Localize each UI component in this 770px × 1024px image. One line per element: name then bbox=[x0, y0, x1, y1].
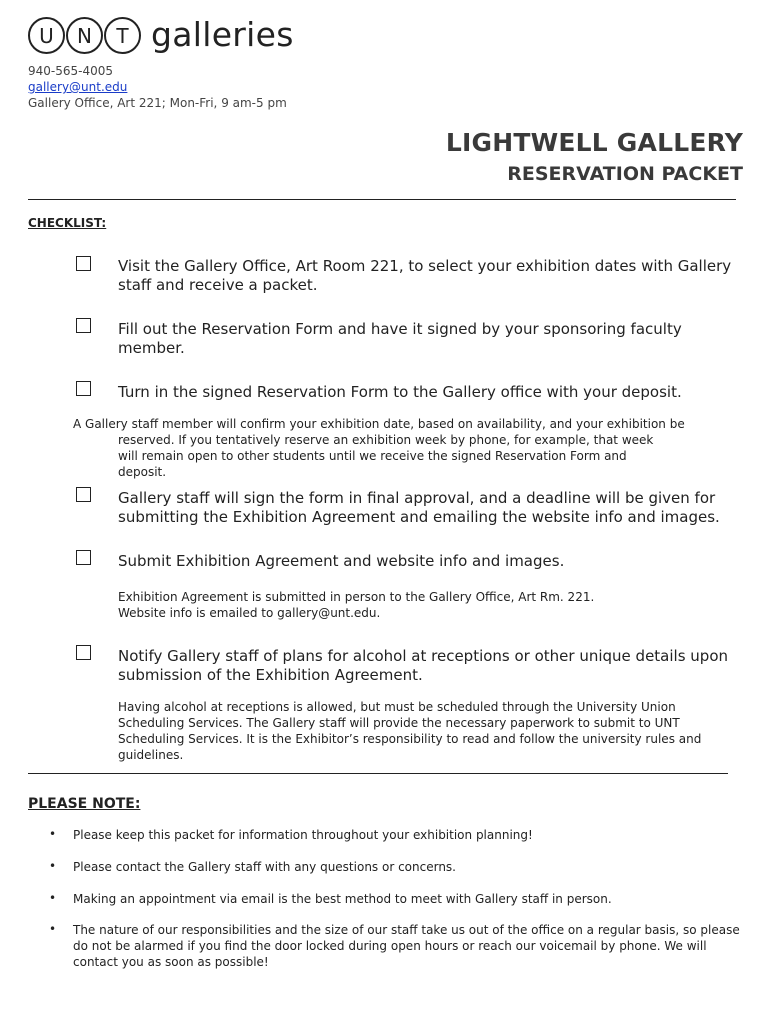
confirmation-paragraph-lead: A Gallery staff member will confirm your exhibition date, based on availability, and your exhibition be bbox=[73, 417, 685, 431]
bullet-4: • bbox=[49, 922, 57, 936]
email-link[interactable]: gallery@unt.edu bbox=[28, 80, 128, 94]
alcohol-note: Having alcohol at receptions is allowed, but must be scheduled through the University Union Scheduling Services. The Gallery staff will provide the necessary paperwork to submit to UNT Scheduling Services. It is the Exhibitor’s responsibility to read and follow the university rules and guidelines. bbox=[118, 700, 702, 762]
submission-note-line-1: Exhibition Agreement is submitted in person to the Gallery Office, Art Rm. 221. bbox=[118, 590, 595, 604]
bullet-2: • bbox=[49, 859, 57, 873]
checklist-heading: CHECKLIST: bbox=[28, 216, 107, 230]
checkbox-4[interactable] bbox=[76, 487, 91, 502]
page-subtitle: RESERVATION PACKET bbox=[507, 163, 743, 185]
please-note-heading: PLEASE NOTE: bbox=[28, 796, 141, 812]
checklist-item-4: Gallery staff will sign the form in final approval, and a deadline will be given for submitting the Exhibition Agreement and emailing the website info and images. bbox=[118, 489, 720, 526]
checklist-item-1: Visit the Gallery Office, Art Room 221, to select your exhibition dates with Gallery staff and receive a packet. bbox=[118, 257, 732, 294]
contact-info bbox=[28, 63, 287, 111]
note-item-3: Making an appointment via email is the best method to meet with Gallery staff in person. bbox=[73, 892, 612, 906]
submission-note-line-2: Website info is emailed to gallery@unt.edu. bbox=[118, 606, 381, 620]
bullet-3: • bbox=[49, 891, 57, 905]
checklist-item-6: Notify Gallery staff of plans for alcohol at receptions or other unique details upon submission of the Exhibition Agreement. bbox=[118, 647, 729, 684]
checkbox-1[interactable] bbox=[76, 256, 91, 271]
logo-wordmark: galleries bbox=[151, 15, 294, 54]
checklist-item-5: Submit Exhibition Agreement and website info and images. bbox=[118, 552, 565, 570]
checkbox-6[interactable] bbox=[76, 645, 91, 660]
checkbox-5[interactable] bbox=[76, 550, 91, 565]
logo-letter-n: N bbox=[66, 17, 103, 54]
page-title: LIGHTWELL GALLERY bbox=[445, 128, 743, 157]
checklist-item-3: Turn in the signed Reservation Form to the Gallery office with your deposit. bbox=[118, 383, 682, 401]
note-item-2: Please contact the Gallery staff with any questions or concerns. bbox=[73, 860, 456, 874]
section-divider bbox=[28, 773, 728, 774]
checklist-item-2: Fill out the Reservation Form and have it signed by your sponsoring faculty member. bbox=[118, 320, 682, 357]
checkbox-3[interactable] bbox=[76, 381, 91, 396]
confirmation-paragraph bbox=[73, 416, 741, 480]
office-hours: Gallery Office, Art 221; Mon-Fri, 9 am-5 pm bbox=[28, 96, 287, 110]
phone-number: 940-565-4005 bbox=[28, 64, 114, 78]
confirmation-paragraph-rest: reserved. If you tentatively reserve an exhibition week by phone, for example, that week will remain open to other students until we receive the signed Reservation Form and deposit. bbox=[118, 433, 654, 479]
bullet-1: • bbox=[49, 827, 57, 841]
note-item-1: Please keep this packet for information throughout your exhibition planning! bbox=[73, 828, 533, 842]
logo-letter-u: U bbox=[28, 17, 65, 54]
logo-letter-t: T bbox=[104, 17, 141, 54]
submission-note bbox=[118, 589, 743, 621]
document-title bbox=[446, 128, 743, 188]
unt-galleries-logo bbox=[28, 17, 294, 54]
header-divider bbox=[28, 199, 736, 200]
checkbox-2[interactable] bbox=[76, 318, 91, 333]
note-item-4: The nature of our responsibilities and the size of our staff take us out of the office on a regular basis, so please do not be alarmed if you find the door locked during open hours or reach our voicemail by phone. We will contact you as soon as possible! bbox=[73, 923, 740, 969]
